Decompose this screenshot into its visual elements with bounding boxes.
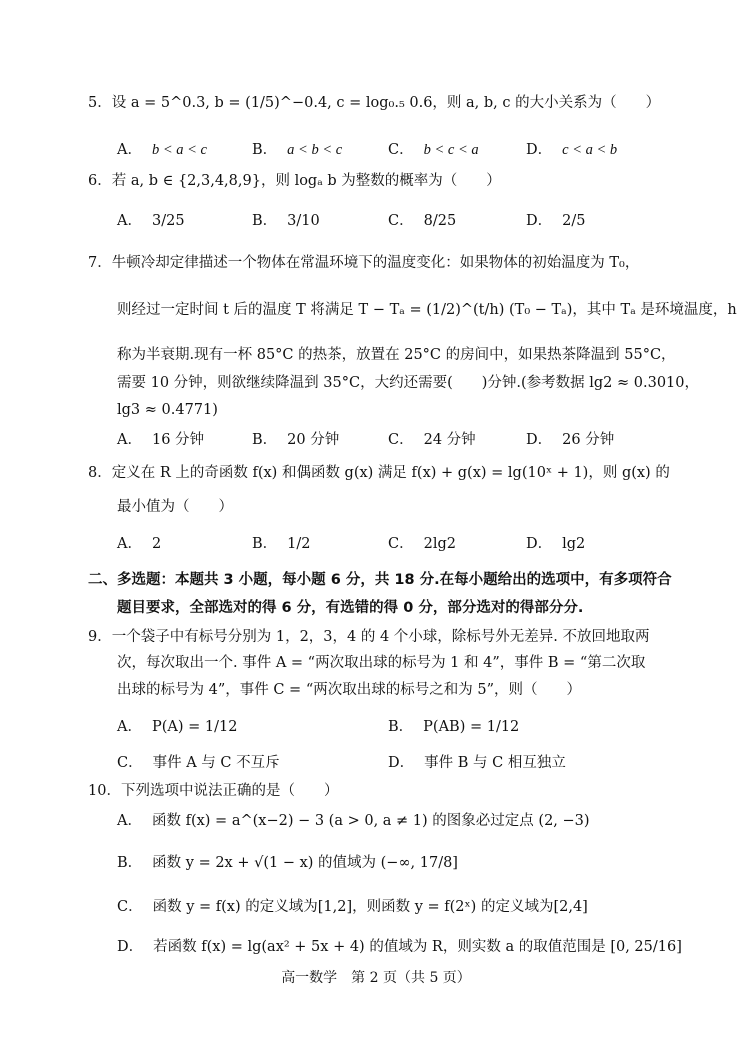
q7-line-1: 7．牛顿冷却定律描述一个物体在常温环境下的温度变化：如果物体的初始温度为 T₀，	[88, 255, 640, 271]
q5-text: 设 a = 5^0.3, b = (1/5)^−0.4, c = log₀.₅ 0.6，则 a, b, c 的大小关系为（ ）	[111, 95, 661, 111]
q7-line-3: 称为半衰期.现有一杯 85°C 的热茶，放置在 25°C 的房间中，如果热茶降温到 55°C，	[117, 347, 676, 363]
q6-text: 若 a, b ∈ {2,3,4,8,9}，则 logₐ b 为整数的概率为（ ）	[111, 173, 501, 189]
q9-line-3: 出球的标号为 4”，事件 C = “两次取出球的标号之和为 5”，则（ ）	[117, 682, 581, 698]
q7-line-2: 则经过一定时间 t 后的温度 T 将满足 T − Tₐ = (1/2)^(t/h) (T₀ − Tₐ)，其中 Tₐ 是环境温度，h	[117, 302, 737, 318]
q10-option-b: B． 函数 y = 2x + √(1 − x) 的值域为 (−∞, 17/8]	[117, 855, 458, 871]
q10-option-d: D． 若函数 f(x) = lg(ax² + 5x + 4) 的值域为 R，则实数 a 的取值范围是 [0, 25/16]	[117, 939, 682, 955]
q9-option-b: B． P(AB) = 1/12	[388, 719, 520, 735]
q5-option-b: B． a < b < c	[252, 142, 343, 158]
q7-number: 7．	[88, 255, 112, 271]
q9-option-d: D． 事件 B 与 C 相互独立	[388, 755, 566, 771]
q6-stem	[88, 170, 501, 192]
q7-option-c: C． 24 分钟	[388, 432, 476, 448]
q5-number: 5．	[88, 95, 112, 111]
q6-option-d: D． 2/5	[526, 213, 586, 229]
q7-line-5: lg3 ≈ 0.4771)	[117, 402, 218, 418]
page-footer: 高一数学 第 2 页（共 5 页）	[281, 970, 471, 986]
q6-option-a: A． 3/25	[117, 213, 185, 229]
q8-option-d: D． lg2	[526, 536, 586, 552]
q7-option-b: B． 20 分钟	[252, 432, 340, 448]
q9-line-1: 9．一个袋子中有标号分别为 1，2，3，4 的 4 个小球，除标号外无差异. 不放回地取两	[88, 629, 650, 645]
q10-stem: 10．下列选项中说法正确的是（ ）	[88, 783, 339, 799]
q6-number: 6．	[88, 173, 112, 189]
q9-option-a: A． P(A) = 1/12	[117, 719, 238, 735]
q10-option-a: A． 函数 f(x) = a^(x−2) − 3 (a > 0, a ≠ 1) 的图象必过定点 (2, −3)	[117, 813, 590, 829]
q5-option-d: D． c < a < b	[526, 142, 618, 158]
q8-number: 8．	[88, 465, 112, 481]
q7-option-d: D． 26 分钟	[526, 432, 615, 448]
q9-option-c: C． 事件 A 与 C 不互斥	[117, 755, 280, 771]
q5-option-c: C． b < c < a	[388, 142, 479, 158]
q8-option-b: B． 1/2	[252, 536, 311, 552]
q8-line-2: 最小值为（ ）	[117, 499, 233, 515]
q7-line-4: 需要 10 分钟，则欲继续降温到 35°C，大约还需要( )分钟.(参考数据 lg2 ≈ 0.3010，	[117, 375, 700, 391]
section-2-heading-line-2: 题目要求，全部选对的得 6 分，有选错的得 0 分，部分选对的得部分分.	[117, 600, 584, 616]
q6-option-b: B． 3/10	[252, 213, 320, 229]
q8-line-1: 8．定义在 R 上的奇函数 f(x) 和偶函数 g(x) 满足 f(x) + g(x) = lg(10ˣ + 1)，则 g(x) 的	[88, 465, 670, 481]
q8-option-a: A． 2	[117, 536, 162, 552]
q6-option-c: C． 8/25	[388, 213, 457, 229]
q10-number: 10．	[88, 783, 121, 799]
q7-option-a: A． 16 分钟	[117, 432, 205, 448]
q10-option-c: C． 函数 y = f(x) 的定义域为[1,2]，则函数 y = f(2ˣ) 的定义域为[2,4]	[117, 899, 588, 915]
section-2-heading-line-1: 二、多选题：本题共 3 小题，每小题 6 分，共 18 分.在每小题给出的选项中，有多项符合	[88, 572, 672, 588]
q8-option-c: C． 2lg2	[388, 536, 456, 552]
q5-stem	[88, 92, 660, 114]
q5-option-a: A． b < a < c	[117, 142, 207, 158]
q9-line-2: 次，每次取出一个. 事件 A = “两次取出球的标号为 1 和 4”，事件 B = “第二次取	[117, 655, 646, 671]
q9-number: 9．	[88, 629, 112, 645]
